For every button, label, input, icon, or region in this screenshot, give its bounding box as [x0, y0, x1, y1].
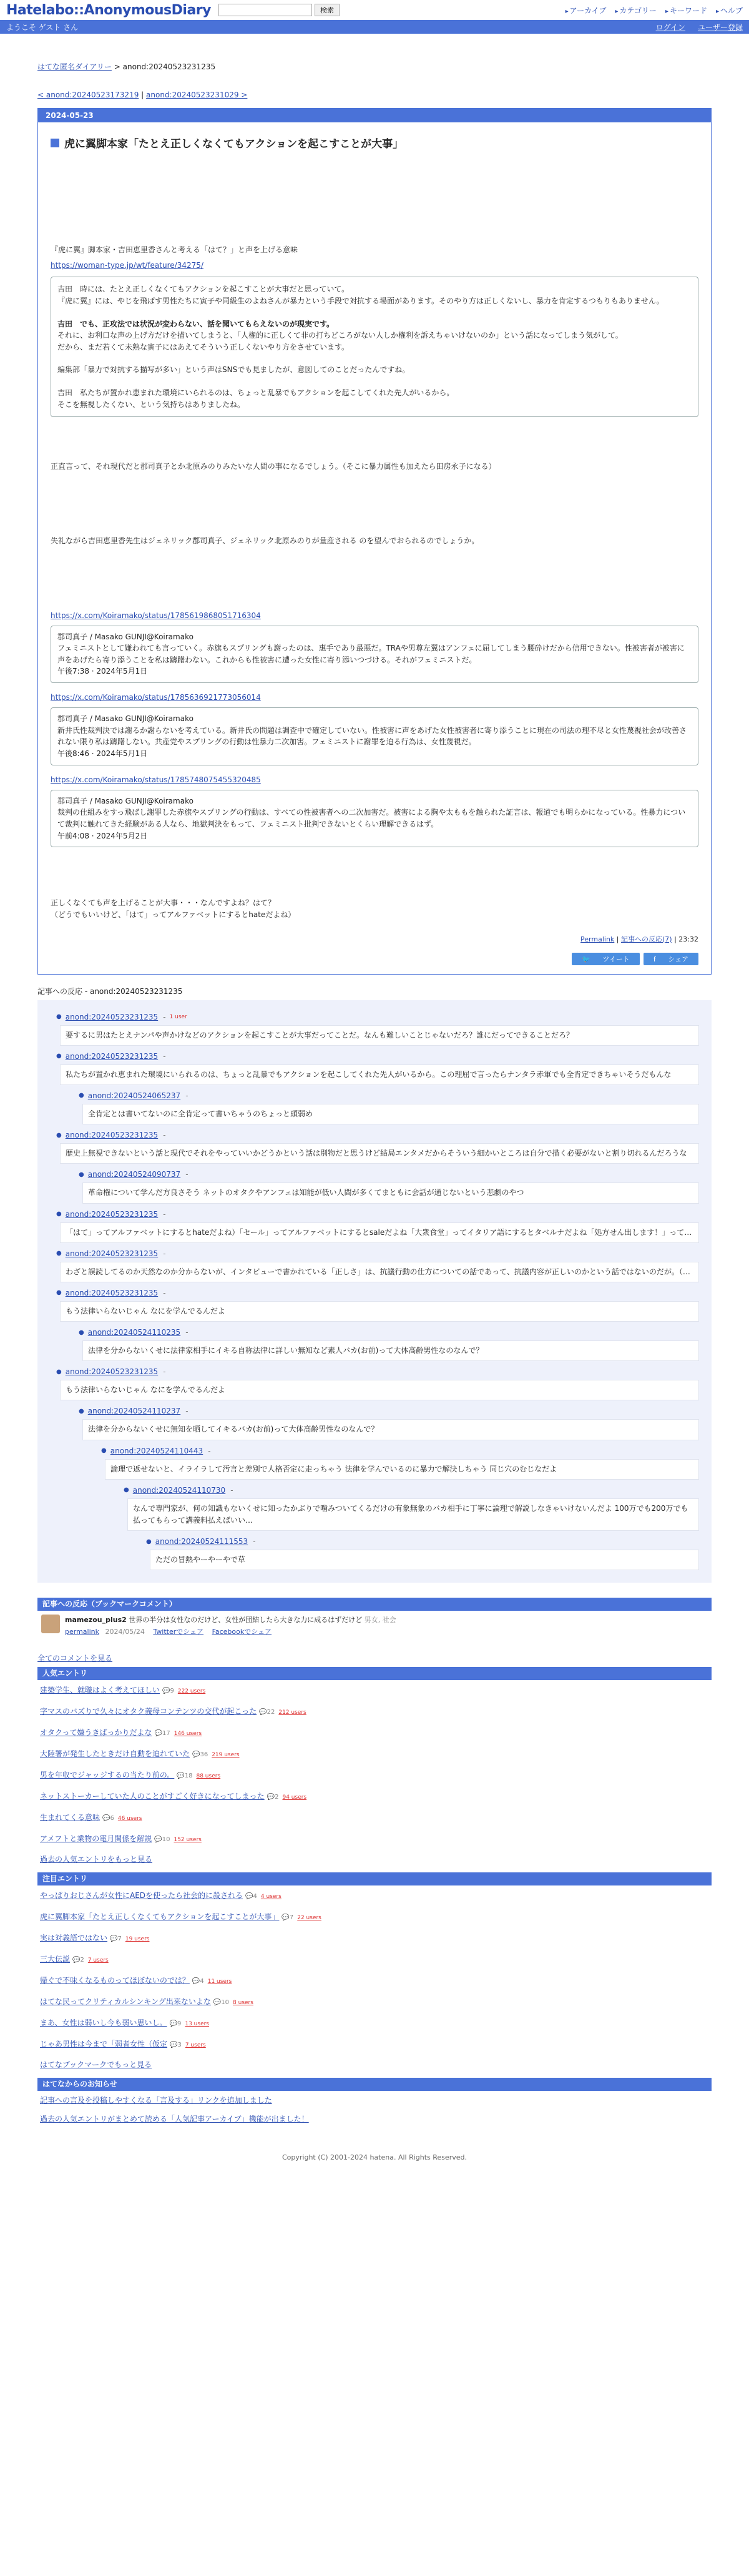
comment-count: 💬2: [72, 1957, 84, 1964]
comment-count: 💬4: [192, 1978, 204, 1985]
comment-icon: 💬: [245, 1893, 253, 1900]
tweet-list: [51, 610, 698, 848]
tweet-line: 郡司真子 / Masako GUNJI@Koiramako: [57, 796, 193, 805]
bullet-icon: ●: [79, 1329, 84, 1336]
tweet-line: 郡司真子 / Masako GUNJI@Koiramako: [57, 632, 193, 641]
tweet-line: 午前4:08 · 2024年5月2日: [57, 831, 148, 840]
response-node: [79, 1170, 712, 1179]
response-link[interactable]: anond:20240524090737: [87, 1170, 181, 1179]
entry-link[interactable]: 帰ぐで不味くなるものってほぼないのでは？: [40, 1976, 190, 1985]
entry-link[interactable]: まあ、女性は弱いし今も弱い思いし。: [40, 2018, 167, 2028]
quote-line: それに、お利口な声の上げ方だけを描いてしまうと、「人権的に正しくて非の打ちどころがない人しか権利を訴えちゃいけないのか」という話になってしまう気がして。: [57, 331, 623, 340]
entry-pager: [37, 91, 712, 99]
entry-footer: Permalink | 記事への反応(7) | 23:32: [580, 935, 698, 943]
bullet-icon: ●: [56, 1250, 62, 1257]
response-users[interactable]: 1 user: [169, 1013, 187, 1020]
response-link[interactable]: anond:20240523231235: [65, 1288, 159, 1297]
tweet-link[interactable]: https://x.com/Koiramako/status/1785619868051716304: [51, 611, 261, 620]
bullet-icon: ●: [56, 1013, 62, 1021]
permalink[interactable]: Permalink: [580, 935, 615, 943]
paragraph-2: 失礼ながら吉田恵里香先生はジェネリック郡司真子、ジェネリック北原みのりが量産される のを望んでおられるのでしょうか。: [51, 536, 479, 546]
nav-category[interactable]: ▸ カテゴリー: [615, 5, 657, 16]
welcome-text: ようこそ ゲスト さん: [6, 22, 79, 32]
tweet-quote: [51, 626, 698, 683]
comment-icon: 💬: [72, 1957, 81, 1964]
entry-link[interactable]: アメフトと業物の電月関係を解説: [40, 1834, 152, 1844]
popular-heading: 人気エントリ: [37, 1667, 712, 1680]
entry-date: 2024-05-23: [38, 109, 711, 122]
comment-icon: 💬: [169, 2020, 177, 2028]
users-count[interactable]: 212 users: [278, 1709, 306, 1716]
avatar: [41, 1615, 60, 1633]
quote-line: [57, 353, 692, 364]
list-item: [37, 1744, 712, 1765]
response-node: [146, 1537, 712, 1546]
response-dash: -: [230, 1485, 233, 1495]
response-dash: -: [185, 1170, 188, 1179]
tweet-button-label: ツイート: [597, 954, 634, 965]
bookmark-heading: 記事への反応（ブックマークコメント）: [37, 1598, 712, 1611]
tweet-line: 裁判の仕組みをすっ飛ばし謝罪した赤旗やスプリングの行動は、すべての性被害者への二次加害だ。被害による胸や太ももを触られた証言は、報道でも明らかになっている。性暴力について裁判に触れてきた経験がある人なら、地獄判決をもって、フェミニスト批判できないとくらい理解できるはず。: [57, 808, 686, 828]
response-dash: -: [163, 1051, 166, 1061]
breadcrumb-separator: >: [114, 62, 120, 71]
list-item: [37, 1928, 712, 1949]
response-link[interactable]: anond:20240524111553: [155, 1537, 248, 1546]
entry-link[interactable]: 三大伝説: [40, 1955, 71, 1964]
users-count[interactable]: 22 users: [297, 1915, 321, 1922]
bullet-icon: ●: [79, 1171, 84, 1178]
response-link[interactable]: anond:20240523231235: [65, 1367, 159, 1377]
response-bubble: 歴史上無視できないという話と現代でそれをやっていいかどうかという話は別物だと思うけど結局エンタメだからそういう細かいところは自分で描く必要がないと割り切れるんだろうな: [60, 1143, 699, 1164]
response-bubble: 法律を分からないくせに法律家相手にイキる自称法律に詳しい無知など素人バカ(お前)って大体高齢男性なのなんで？: [82, 1340, 699, 1361]
response-bubble: もう法律いらないじゃん なにを学んでるんだよ: [60, 1301, 699, 1322]
response-dash: -: [163, 1012, 166, 1021]
response-link[interactable]: anond:20240523231235: [65, 1051, 159, 1061]
response-link[interactable]: anond:20240524110443: [110, 1446, 203, 1455]
main-column: [37, 61, 712, 2174]
bullet-icon: ●: [56, 1289, 62, 1297]
response-link[interactable]: anond:20240524065237: [87, 1091, 181, 1100]
comment-count: 💬4: [245, 1893, 257, 1900]
list-item: [37, 2013, 712, 2034]
response-bubble: わざと誤読してるのか天然なのか分からないが、インタビューで書かれている「正しさ」は、抗議行動の仕方についての話であって、抗議内容が正しいのかという話ではないのだが。（…: [60, 1262, 699, 1282]
pager-separator: |: [141, 91, 144, 99]
tweet-link[interactable]: https://x.com/Koiramako/status/1785636921773056014: [51, 693, 261, 702]
response-dash: -: [253, 1537, 256, 1546]
users-count[interactable]: 7 users: [87, 1957, 109, 1964]
site-logo[interactable]: Hatelabo::AnonymousDiary: [6, 2, 211, 18]
interview-quote: [51, 277, 698, 417]
bookmark-facebook-share[interactable]: Facebookでシェア: [212, 1628, 272, 1636]
users-count[interactable]: 219 users: [212, 1752, 240, 1759]
bullet-icon: ●: [56, 1131, 62, 1139]
comment-count: 💬9: [162, 1688, 174, 1695]
list-item: [37, 1765, 712, 1786]
response-bubble: 全肯定とは書いてないのに全肯定って書いちゃうのちょっと頭弱め: [82, 1104, 699, 1124]
share-buttons: [51, 953, 698, 965]
comment-icon: 💬: [154, 1730, 162, 1738]
comment-icon: 💬: [110, 1935, 118, 1943]
comment-icon: 💬: [213, 1999, 222, 2007]
response-dash: -: [163, 1288, 166, 1297]
tweet-quote: [51, 790, 698, 847]
entry-link[interactable]: 虎に翼脚本家「たとえ正しくなくてもアクションを起こすことが大事」: [40, 1912, 280, 1922]
breadcrumb: [37, 61, 712, 72]
response-bubble: ただの冒熱やーやーやで草: [150, 1550, 699, 1570]
list-item: [37, 2034, 712, 2055]
users-count[interactable]: 7 users: [185, 2042, 206, 2049]
entry-link[interactable]: やっぱりおじさんが女性にAEDを使ったら社会的に殺される: [40, 1891, 243, 1900]
list-item: [37, 1701, 712, 1723]
notice-link-1[interactable]: 記事への言及を投稿しやすくなる「言及する」リンクを追加しました: [40, 2096, 272, 2105]
bookmark-comment: [37, 1611, 712, 1640]
paragraph-1: 正直言って、それ現代だと郡司真子とか北原みのりみたいな人間の事になるでしょう。（そこに暴力属性も加えたら田房永子になる）: [51, 462, 496, 471]
comment-count: 💬10: [213, 1999, 230, 2007]
top-nav: [565, 5, 743, 16]
comment-icon: 💬: [102, 1815, 110, 1822]
list-item: [37, 1829, 712, 1850]
list-item: [37, 1907, 712, 1928]
entry-link[interactable]: 生まれてくる意味: [40, 1813, 100, 1822]
tweet-quote: [51, 707, 698, 765]
notice-link-2[interactable]: 過去の人気エントリがまとめて読める「人気記事アーカイブ」機能が出ました！: [40, 2115, 309, 2124]
users-count[interactable]: 8 users: [233, 2000, 253, 2007]
intro-link[interactable]: https://woman-type.jp/wt/feature/34275/: [51, 261, 203, 270]
response-node: [56, 1052, 712, 1061]
prev-entry-link[interactable]: < anond:20240523173219: [37, 91, 139, 99]
response-node: [56, 1367, 712, 1376]
comment-count: 💬2: [267, 1794, 279, 1801]
tweet-button[interactable]: [572, 953, 640, 965]
all-comments-link[interactable]: 全てのコメントを見る: [37, 1654, 113, 1663]
response-link[interactable]: anond:20240523231235: [65, 1209, 159, 1219]
login-link[interactable]: ログイン: [655, 22, 685, 32]
bullet-icon: ●: [56, 1368, 62, 1375]
facebook-icon: f: [649, 954, 661, 965]
breadcrumb-home[interactable]: はてな匿名ダイアリー: [37, 62, 112, 71]
list-item: [37, 1992, 712, 2013]
response-node: [79, 1407, 712, 1415]
response-node: [79, 1328, 712, 1337]
list-item: [37, 1949, 712, 1970]
quote-line: そこを無視したくない、という気持ちはありましたね。: [57, 400, 245, 409]
response-dash: -: [163, 1249, 166, 1258]
search-area: [218, 4, 340, 16]
comment-count: 💬6: [102, 1815, 114, 1822]
list-item: [37, 1786, 712, 1807]
popular-more-link[interactable]: 過去の人気エントリをもっと見る: [40, 1855, 153, 1864]
response-link[interactable]: anond:20240524110730: [132, 1485, 226, 1495]
entry-link[interactable]: 大陸署が発生したときだけ自動を迫れていた: [40, 1749, 190, 1759]
quote-line: 『虎に翼』には、やじを飛ばす男性たちに寅子や同級生のよねさんが暴力という手段で対抗する場面があります。そのやり方は正しくないし、暴力を肯定するつもりもありません。: [57, 296, 664, 305]
bookmark-user[interactable]: mamezou_plus2: [65, 1616, 127, 1625]
intro-text: 『虎に翼』脚本家・吉田恵里香さんと考える「はて？」と声を上げる意味: [51, 245, 298, 254]
quote-line: 編集部「暴力で対抗する描写が多い」という声はSNSでも見ましたが、意図してのことだったんですね。: [57, 365, 410, 375]
users-count[interactable]: 46 users: [117, 1816, 142, 1822]
nav-help[interactable]: ▸ ヘルプ: [716, 5, 743, 16]
comment-count: 💬18: [177, 1772, 193, 1780]
entry-link[interactable]: 男を年収でジャッジするの当たり前の。: [40, 1771, 175, 1780]
comment-count: 💬22: [259, 1709, 275, 1716]
comment-icon: 💬: [281, 1914, 290, 1922]
response-bubble: 「はて」ってアルファベットにするとhateだよね）「セール」ってアルファベットにするとsaleだよね「大衆食堂」ってイタリア語にするとタベルナだよね「処方せん出します！」って…: [60, 1222, 699, 1243]
response-node: [56, 1210, 712, 1219]
bird-icon: 🐦: [577, 954, 595, 965]
quote-line: 吉田 時には、たとえ正しくなくてもアクションを起こすことが大事だと思っていて。: [57, 285, 350, 294]
list-item: [37, 1680, 712, 1701]
response-bubble: 要するに男はたとえナンパや声かけなどのアクションを起こすことが大事だってことだ。なんも難しいことじゃないだろ？誰にだってできることだろ？: [60, 1025, 699, 1046]
response-link[interactable]: anond:20240523231235: [65, 1249, 159, 1258]
response-link[interactable]: anond:20240523231235: [65, 1012, 159, 1021]
response-bubble: 革命権について学んだ方良さそう ネットのオタクやアンフェは知能が低い人間が多くてまともに会話が通じないという悲劇のやつ: [82, 1182, 699, 1203]
users-count[interactable]: 4 users: [260, 1894, 281, 1900]
response-node: [101, 1447, 712, 1455]
response-node: [56, 1289, 712, 1297]
responses-heading: 記事への反応 - anond:20240523231235: [37, 986, 183, 996]
popular-list: [37, 1680, 712, 1850]
comment-icon: 💬: [162, 1688, 170, 1695]
entry-title-text[interactable]: 虎に翼脚本家「たとえ正しくなくてもアクションを起こすことが大事」: [64, 138, 404, 150]
featured-more-link[interactable]: はてなブックマークでもっと見る: [40, 2060, 152, 2070]
nav-keyword[interactable]: ▸ キーワード: [665, 5, 707, 16]
comment-icon: 💬: [192, 1978, 200, 1985]
next-entry-link[interactable]: anond:20240523231029 >: [146, 91, 248, 99]
comment-count: 💬10: [154, 1836, 170, 1844]
comment-icon: 💬: [259, 1709, 267, 1716]
tweet-line: 午後7:38 · 2024年5月1日: [57, 667, 148, 676]
entry-link[interactable]: じゃあ男性は今まで「弱者女性（仮定: [40, 2040, 168, 2049]
users-count[interactable]: 13 users: [185, 2021, 209, 2028]
quote-line: [57, 376, 692, 387]
bullet-icon: ●: [146, 1538, 152, 1545]
reactions-link[interactable]: 記事への反応(7): [621, 935, 672, 943]
users-count[interactable]: 94 users: [282, 1794, 307, 1801]
response-dash: -: [185, 1328, 188, 1337]
comment-icon: 💬: [192, 1751, 200, 1759]
entry: [37, 108, 712, 975]
bullet-icon: ●: [124, 1487, 129, 1494]
bullet-icon: ●: [79, 1092, 84, 1099]
quote-line: だから、まだ若くて未熟な寅子にはあえてそういう正しくないやり方をさせています。: [57, 342, 350, 351]
response-dash: -: [208, 1446, 211, 1455]
entry-title: [51, 135, 698, 150]
bullet-icon: ●: [56, 1211, 62, 1217]
response-node: [79, 1091, 712, 1100]
response-tree: [37, 1000, 712, 1583]
bullet-icon: ●: [56, 1053, 62, 1060]
response-bubble: 法律を分からないくせに無知を晒してイキるバカ(お前)って大体高齢男性なのなんで？: [82, 1419, 699, 1440]
notice-heading: はてなからのお知らせ: [37, 2078, 712, 2091]
tweet-line: 郡司真子 / Masako GUNJI@Koiramako: [57, 714, 193, 724]
comment-count: 💬7: [281, 1914, 294, 1922]
facebook-share-button[interactable]: [644, 953, 698, 965]
bookmark-twitter-share[interactable]: Twitterでシェア: [153, 1628, 204, 1636]
response-dash: -: [185, 1091, 188, 1100]
users-count[interactable]: 222 users: [177, 1688, 206, 1695]
response-node: [56, 1131, 712, 1139]
comment-icon: 💬: [267, 1794, 275, 1801]
bookmark-date: 2024/05/24: [105, 1628, 145, 1636]
bullet-icon: ●: [101, 1447, 107, 1455]
entry-link[interactable]: はてな民ってクリティカルシンキング出来ないよな: [40, 1997, 211, 2007]
bookmark-tags: 男女, 社会: [364, 1616, 396, 1625]
title-square-icon: [51, 139, 59, 147]
users-count[interactable]: 19 users: [125, 1936, 150, 1943]
breadcrumb-current: anond:20240523231235: [122, 62, 216, 71]
top-bar: [0, 0, 749, 20]
bullet-icon: ●: [79, 1407, 84, 1415]
tweet-line: 新井氏性裁判決では謝るか謝らないを考えている。新井氏の問題は調査中で確定していない。性被害に声をあげた女性被害者に寄り添うことに現在の司法の理不尽と女性蔑視社会が改善されない限り私は躊躇しない。共産党やスプリングの行動は性暴力二次加害。フェミニストに謝罪を迫る行為は、女性蔑視だ。: [57, 725, 687, 747]
user-bar: [0, 20, 749, 34]
response-node: [56, 1249, 712, 1258]
comment-count: 💬9: [169, 2020, 182, 2028]
quote-line: 吉田 でも、正攻法では状況が変わらない、話を聞いてもらえないのが現実です。: [57, 319, 335, 328]
comment-icon: 💬: [170, 2042, 178, 2049]
entry-link[interactable]: オタクって嫌うきばっかりだよな: [40, 1728, 152, 1738]
nav-archive[interactable]: ▸ アーカイブ: [565, 5, 607, 16]
register-link[interactable]: ユーザー登録: [697, 22, 743, 32]
entry-link[interactable]: 建築学生、就職はよく考えてほしい: [40, 1686, 160, 1695]
response-link[interactable]: anond:20240524110235: [87, 1328, 181, 1337]
entry-time: 23:32: [678, 935, 698, 943]
list-item: [37, 1970, 712, 1992]
bookmark-permalink[interactable]: permalink: [65, 1628, 99, 1636]
closing-2: （どうでもいいけど、「はて」ってアルファベットにするとhateだよね）: [51, 910, 296, 920]
comment-icon: 💬: [154, 1836, 162, 1844]
list-item: [37, 1885, 712, 1907]
tweet-line: フェミニストとして嫌われても言っていく。赤旗もスプリングも謝ったのは、惠手であり最悪だ。TRAや男尊左翼はアンフェに屈してしまう腰砕けだから信用できない。性被害者が被害に声をあげたら寄り添うことを私は躊躇わない。これからも性被害に遭った女性に寄り添いつづける。それがフェミニストだ。: [57, 644, 685, 664]
response-dash: -: [185, 1407, 188, 1416]
users-count[interactable]: 11 users: [207, 1979, 232, 1985]
comment-count: 💬7: [110, 1935, 122, 1943]
tweet-link[interactable]: https://x.com/Koiramako/status/1785748075455320485: [51, 775, 261, 784]
comment-count: 💬3: [170, 2042, 182, 2049]
search-input[interactable]: [218, 4, 312, 16]
users-count[interactable]: 152 users: [174, 1837, 202, 1844]
quote-line: [57, 307, 692, 318]
users-count[interactable]: 88 users: [196, 1773, 221, 1780]
closing-1: 正しくなくても声を上げることが大事・・・なんですよね？はて？: [51, 898, 276, 908]
response-dash: -: [163, 1367, 166, 1377]
response-node: [56, 1013, 712, 1021]
response-dash: -: [163, 1209, 166, 1219]
tweet-line: 午後8:46 · 2024年5月1日: [57, 749, 148, 759]
bookmark-comment-text: 世界の半分は女性なのだけど、女性が団結したら大きな力に成るはずだけど: [129, 1616, 363, 1625]
comment-count: 💬17: [154, 1730, 170, 1738]
list-item: [37, 1807, 712, 1829]
response-link[interactable]: anond:20240524110237: [87, 1407, 181, 1416]
response-dash: -: [163, 1131, 166, 1140]
response-node: [124, 1486, 712, 1495]
quote-line: 吉田 私たちが置かれ恵まれた環境にいられるのは、ちょっと乱暴でもアクションを起こしてくれた先人がいるから。: [57, 388, 454, 397]
comment-count: 💬36: [192, 1751, 208, 1759]
response-link[interactable]: anond:20240523231235: [65, 1131, 159, 1140]
response-bubble: なんで専門家が、何の知識もないくせに知ったかぶりで噛みついてくるだけの有象無象のバカ相手に丁寧に論理で解説しなきゃいけないんだよ 100万でも200万でも払ってもらって講義料払えばいい…: [127, 1498, 699, 1531]
entry-link[interactable]: ネットストーカーしていた人のことがすごく好きになってしまった: [40, 1792, 265, 1801]
response-bubble: 私たちが置かれ恵まれた環境にいられるのは、ちょっと乱暴でもアクションを起こしてくれた先人がいるから。この理屈で言ったらナンタラ赤軍でも全肯定できちゃいそうだもんな: [60, 1064, 699, 1085]
comment-icon: 💬: [177, 1772, 185, 1780]
footer-copyright: Copyright (C) 2001-2024 hatena. All Rights Reserved.: [282, 2153, 467, 2162]
featured-list: [37, 1885, 712, 2055]
featured-heading: 注目エントリ: [37, 1872, 712, 1885]
list-item: [37, 1723, 712, 1744]
users-count[interactable]: 146 users: [174, 1731, 202, 1738]
facebook-share-label: シェア: [663, 954, 693, 965]
entry-link[interactable]: 実は対義語ではない: [40, 1934, 108, 1943]
response-bubble: もう法律いらないじゃん なにを学んでるんだよ: [60, 1380, 699, 1400]
entry-link[interactable]: 字マスのバズりで久々にオタク義母コンテンツの交代が起こった: [40, 1707, 257, 1716]
search-button[interactable]: 検索: [315, 4, 340, 16]
response-bubble: 論理で返せないと、イライラして汚言と差別で人格否定に走っちゃう 法律を学んでいるのに暴力で解決しちゃう 同じ穴のむじなだよ: [105, 1459, 699, 1480]
